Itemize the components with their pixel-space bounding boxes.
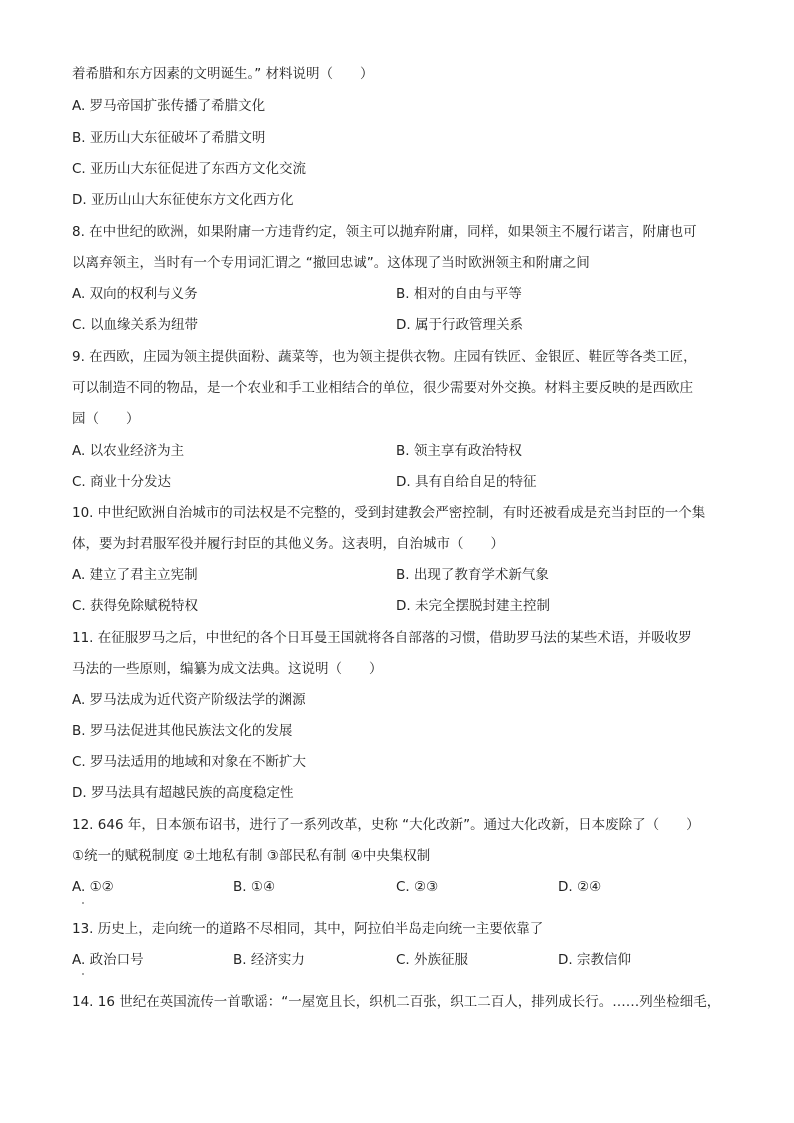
q10-option-a: A. 建立了君主立宪制 [72, 567, 198, 583]
q13-option-a: A. 政治口号 [72, 952, 144, 968]
q11-stem-line-1: 11. 在征服罗马之后，中世纪的各个日耳曼王国就将各自部落的习惯，借助罗马法的某些术语，并吸收罗 [72, 630, 692, 646]
q10-option-c: C. 获得免除赋税特权 [72, 598, 199, 614]
q9-stem-line-2: 可以制造不同的物品，是一个农业和手工业相结合的单位，很少需要对外交换。材料主要反映的是西欧庄 [72, 380, 693, 396]
q13-option-b: B. 经济实力 [233, 952, 305, 968]
q8-stem-line-1: 8. 在中世纪的欧洲，如果附庸一方违背约定，领主可以抛弃附庸，同样，如果领主不履行诺言，附庸也可 [72, 224, 697, 240]
q9-option-d: D. 具有自给自足的特征 [396, 474, 537, 490]
q12-option-a: A. ①② [72, 879, 114, 895]
q10-option-d: D. 未完全摆脱封建主控制 [396, 598, 550, 614]
q14-stem: 14. 16 世纪在英国流传一首歌谣：“一屋宽且长，织机二百张，织工二百人，排列成长行。……列坐检细毛， [72, 994, 721, 1010]
q13-option-d: D. 宗教信仰 [558, 952, 631, 968]
q13-option-c: C. 外族征服 [396, 952, 469, 968]
q11-option-d: D. 罗马法具有超越民族的高度稳定性 [72, 785, 294, 801]
q8-option-a: A. 双向的权利与义务 [72, 286, 198, 302]
q7-stem-tail: 着希腊和东方因素的文明诞生。” 材料说明（ ） [72, 66, 374, 82]
q9-stem-line-1: 9. 在西欧，庄园为领主提供面粉、蔬菜等，也为领主提供衣物。庄园有铁匠、金银匠、鞋匠等各类工匠， [72, 349, 697, 365]
stray-dot [82, 973, 84, 975]
q12-option-d: D. ②④ [558, 879, 602, 895]
q7-option-a: A. 罗马帝国扩张传播了希腊文化 [72, 98, 266, 114]
q11-option-b: B. 罗马法促进其他民族法文化的发展 [72, 723, 293, 739]
q7-option-c: C. 亚历山大东征促进了东西方文化交流 [72, 161, 307, 177]
q8-option-b: B. 相对的自由与平等 [396, 286, 522, 302]
q8-option-d: D. 属于行政管理关系 [396, 317, 523, 333]
q11-stem-line-2: 马法的一些原则，编纂为成文法典。这说明（ ） [72, 661, 383, 677]
q13-stem: 13. 历史上，走向统一的道路不尽相同，其中，阿拉伯半岛走向统一主要依靠了 [72, 921, 544, 937]
q9-option-b: B. 领主享有政治特权 [396, 443, 522, 459]
q12-items: ①统一的赋税制度 ②土地私有制 ③部民私有制 ④中央集权制 [72, 848, 431, 864]
q7-option-d: D. 亚历山山大东征使东方文化西方化 [72, 192, 294, 208]
q7-option-b: B. 亚历山大东征破坏了希腊文明 [72, 130, 266, 146]
q12-stem: 12. 646 年，日本颁布诏书，进行了一系列改革，史称 “大化改新”。通过大化改新，日本废除了（ ） [72, 817, 700, 833]
q8-option-c: C. 以血缘关系为纽带 [72, 317, 199, 333]
q8-stem-line-2: 以离弃领主，当时有一个专用词汇谓之 “撤回忠诚”。这体现了当时欧洲领主和附庸之间 [72, 255, 590, 271]
q12-option-c: C. ②③ [396, 879, 439, 895]
q9-option-c: C. 商业十分发达 [72, 474, 172, 490]
q10-stem-line-1: 10. 中世纪欧洲自治城市的司法权是不完整的，受到封建教会严密控制，有时还被看成是充当封臣的一个集 [72, 505, 706, 521]
q11-option-a: A. 罗马法成为近代资产阶级法学的渊源 [72, 692, 306, 708]
q12-option-b: B. ①④ [233, 879, 276, 895]
q10-stem-line-2: 体，要为封君服军役并履行封臣的其他义务。这表明，自治城市（ ） [72, 536, 504, 552]
stray-dot [82, 902, 84, 904]
q11-option-c: C. 罗马法适用的地域和对象在不断扩大 [72, 754, 307, 770]
q9-option-a: A. 以农业经济为主 [72, 443, 185, 459]
q10-option-b: B. 出现了教育学术新气象 [396, 567, 549, 583]
q9-stem-line-3: 园（ ） [72, 411, 140, 427]
